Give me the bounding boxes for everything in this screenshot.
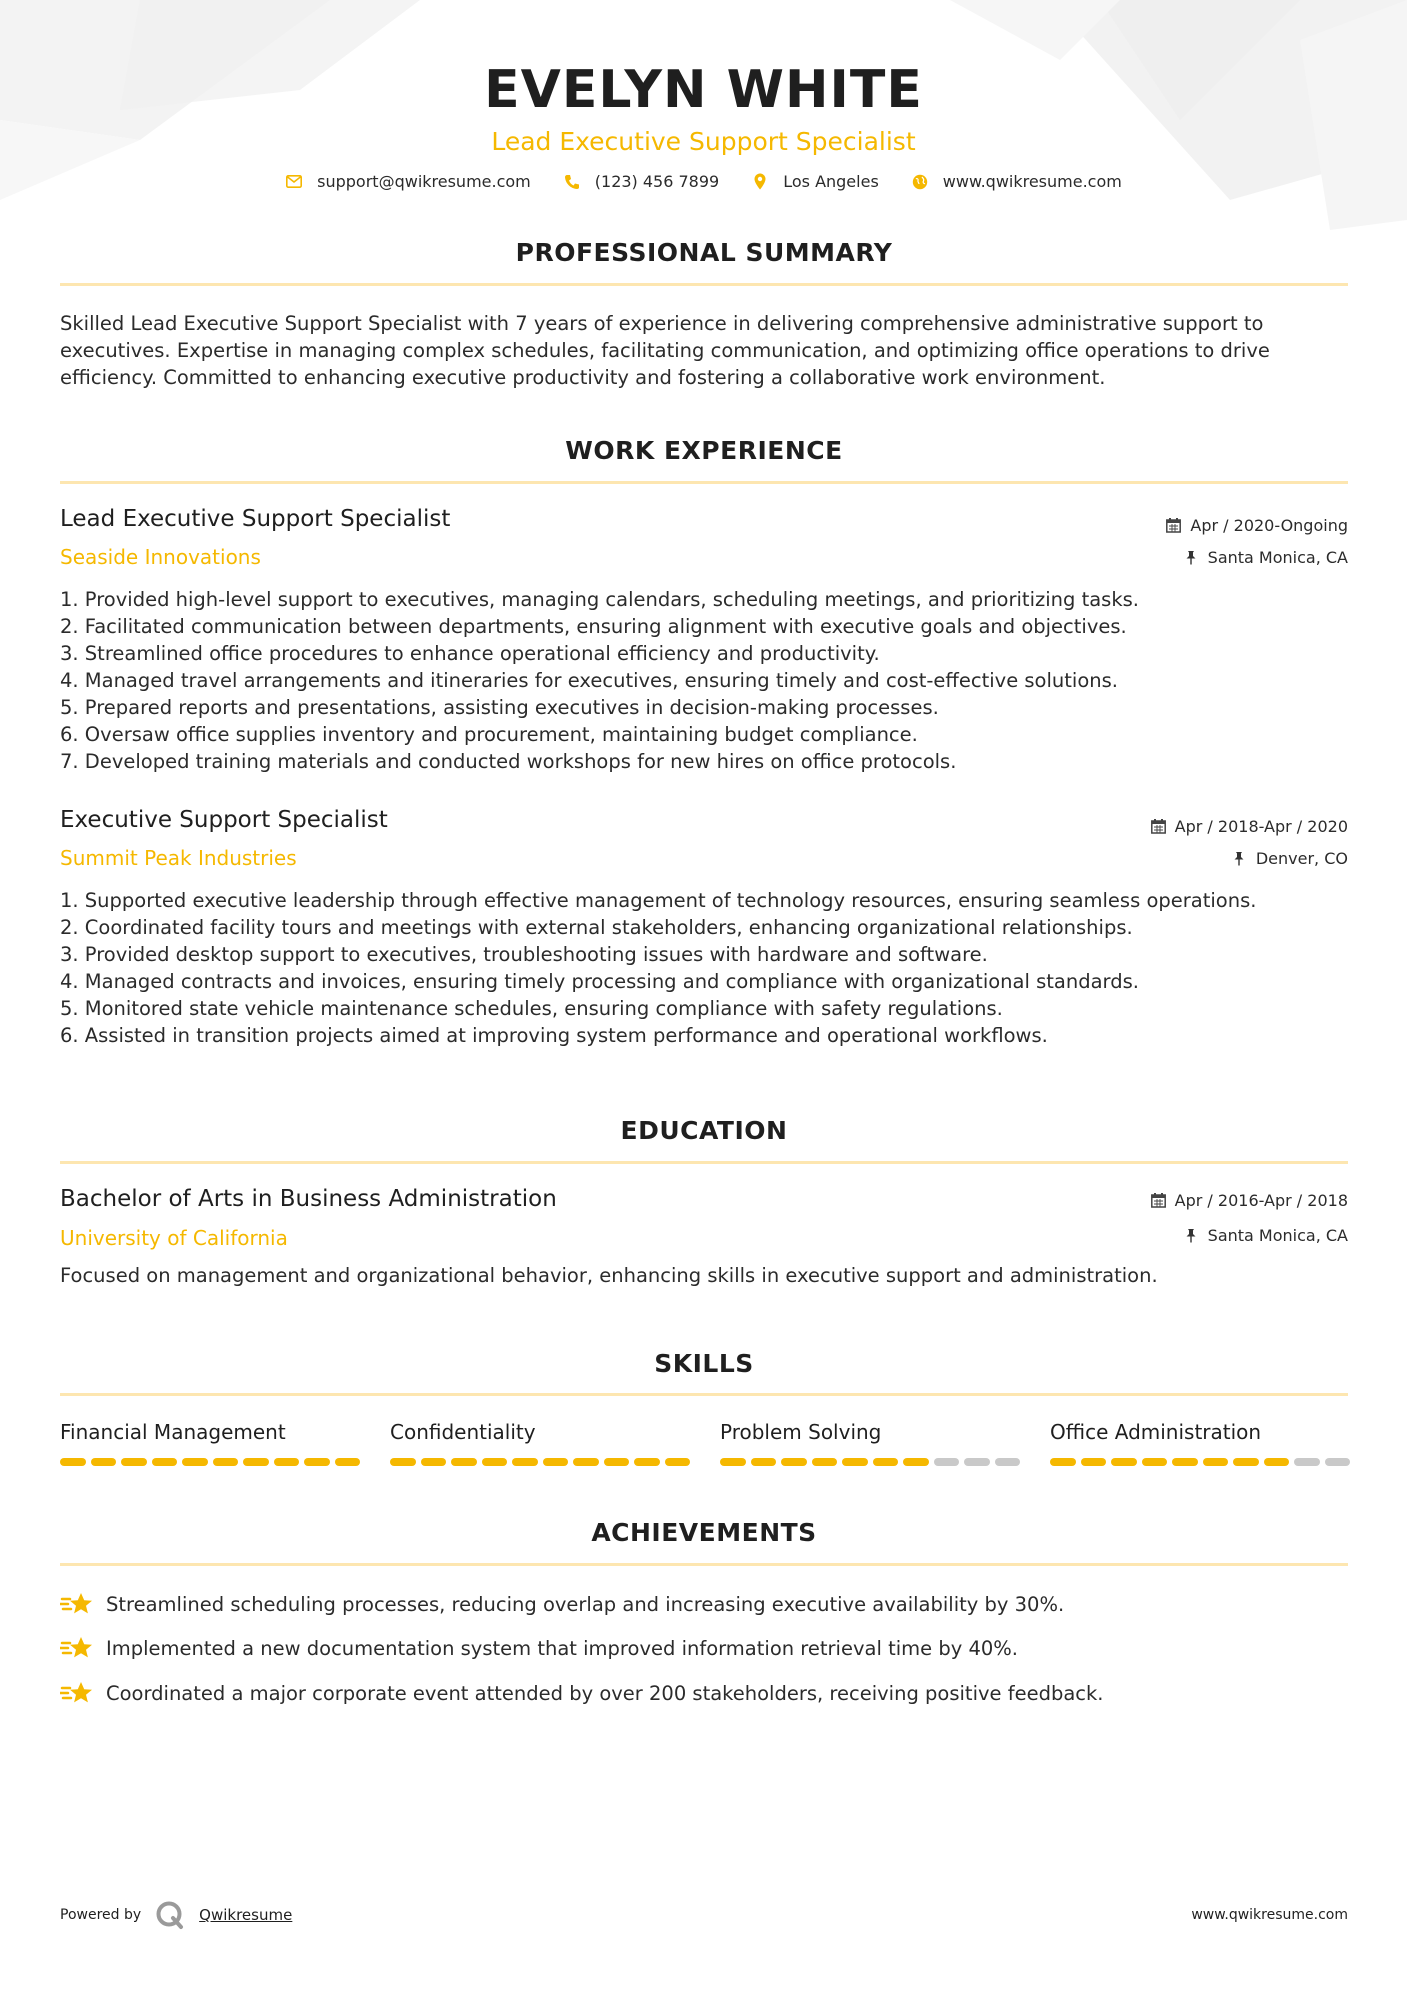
skill-segment-filled — [213, 1458, 239, 1466]
calendar-icon — [1166, 518, 1182, 534]
achievement-text: Streamlined scheduling processes, reducing overlap and increasing executive availability by 30%. — [106, 1592, 1065, 1616]
skill-segment-filled — [451, 1458, 477, 1466]
list-item: 3. Provided desktop support to executives, troubleshooting issues with hardware and software. — [60, 943, 988, 966]
skill-segment-filled — [512, 1458, 538, 1466]
skill-segment-empty — [995, 1458, 1021, 1466]
skill-segment-filled — [304, 1458, 330, 1466]
candidate-name: EVELYN WHITE — [484, 60, 923, 120]
powered-by — [60, 1900, 292, 1930]
list-item: 3. Streamlined office procedures to enhance operational efficiency and productivity. — [60, 642, 880, 665]
summary-heading: PROFESSIONAL SUMMARY — [515, 238, 893, 267]
skill-segment-filled — [390, 1458, 416, 1466]
job-bullets — [60, 586, 1360, 775]
list-item: 6. Oversaw office supplies inventory and procurement, maintaining budget compliance. — [60, 723, 918, 746]
skill-segment-filled — [665, 1458, 691, 1466]
job-bullets — [60, 887, 1360, 1049]
list-item: 6. Assisted in transition projects aimed at improving system performance and operational workflows. — [60, 1024, 1048, 1047]
skill-segment-filled — [1050, 1458, 1076, 1466]
job-company: Seaside Innovations — [60, 545, 261, 569]
shooting-star-icon — [60, 1590, 94, 1618]
education-description: Focused on management and organizational behavior, enhancing skills in executive support and administration. — [60, 1264, 1158, 1287]
skill-segment-filled — [1111, 1458, 1137, 1466]
skill-segment-filled — [1081, 1458, 1107, 1466]
skill-name: Financial Management — [60, 1420, 286, 1444]
job-dates — [1151, 817, 1348, 836]
list-item: 5. Monitored state vehicle maintenance schedules, ensuring compliance with safety regulations. — [60, 997, 1003, 1020]
contact-email[interactable] — [285, 172, 531, 191]
skill-name: Office Administration — [1050, 1420, 1262, 1444]
skill-segment-filled — [421, 1458, 447, 1466]
skill-level-bar — [1050, 1458, 1350, 1466]
contact-location-text: Los Angeles — [783, 172, 879, 191]
job-dates-text: Apr / 2018-Apr / 2020 — [1174, 817, 1348, 836]
skill-item — [60, 1418, 360, 1466]
education-dates-text: Apr / 2016-Apr / 2018 — [1174, 1191, 1348, 1210]
skill-segment-filled — [1172, 1458, 1198, 1466]
calendar-icon — [1151, 1193, 1167, 1209]
list-item: 1. Provided high-level support to executives, managing calendars, scheduling meetings, and prioritizing tasks. — [60, 588, 1139, 611]
skills-list — [60, 1418, 1350, 1466]
skill-segment-filled — [1203, 1458, 1229, 1466]
contact-location — [751, 172, 879, 191]
skill-segment-empty — [1294, 1458, 1320, 1466]
skill-segment-filled — [720, 1458, 746, 1466]
job-location-text: Denver, CO — [1255, 849, 1348, 868]
achievement-text: Coordinated a major corporate event attended by over 200 stakeholders, receiving positive feedback. — [106, 1681, 1104, 1705]
education-heading: EDUCATION — [620, 1116, 788, 1145]
skill-segment-filled — [482, 1458, 508, 1466]
summary-divider — [60, 283, 1348, 286]
skill-segment-filled — [182, 1458, 208, 1466]
skill-level-bar — [390, 1458, 690, 1466]
shooting-star-icon — [60, 1634, 94, 1662]
skill-segment-filled — [604, 1458, 630, 1466]
skill-level-bar — [720, 1458, 1020, 1466]
pushpin-icon — [1184, 1228, 1200, 1244]
skill-segment-filled — [781, 1458, 807, 1466]
achievement-item — [60, 1634, 1350, 1662]
skill-segment-filled — [634, 1458, 660, 1466]
list-item: 1. Supported executive leadership through effective management of technology resources, ensuring seamless operations. — [60, 889, 1257, 912]
job-location-text: Santa Monica, CA — [1207, 548, 1348, 567]
calendar-icon — [1151, 819, 1167, 835]
skill-item — [1050, 1418, 1350, 1466]
job-company: Summit Peak Industries — [60, 846, 297, 870]
job-location — [1184, 548, 1348, 567]
job-title: Lead Executive Support Specialist — [60, 506, 451, 532]
skill-segment-empty — [1325, 1458, 1351, 1466]
skills-heading: SKILLS — [654, 1349, 754, 1378]
phone-icon — [563, 173, 581, 191]
achievement-text: Implemented a new documentation system that improved information retrieval time by 40%. — [106, 1636, 1018, 1660]
experience-heading: WORK EXPERIENCE — [565, 436, 843, 465]
skill-segment-filled — [573, 1458, 599, 1466]
skill-segment-filled — [842, 1458, 868, 1466]
skill-item — [390, 1418, 690, 1466]
skill-name: Problem Solving — [720, 1420, 882, 1444]
list-item: 7. Developed training materials and conducted workshops for new hires on office protocols. — [60, 750, 957, 773]
skill-segment-filled — [121, 1458, 147, 1466]
pushpin-icon — [1232, 851, 1248, 867]
skill-segment-filled — [1233, 1458, 1259, 1466]
contact-website-text: www.qwikresume.com — [942, 172, 1122, 191]
skill-segment-filled — [543, 1458, 569, 1466]
skill-segment-filled — [812, 1458, 838, 1466]
candidate-role: Lead Executive Support Specialist — [491, 127, 916, 156]
contact-bar — [0, 172, 1407, 191]
skills-divider — [60, 1393, 1348, 1396]
skill-segment-filled — [60, 1458, 86, 1466]
skill-segment-filled — [1264, 1458, 1290, 1466]
globe-icon — [911, 173, 929, 191]
job-title: Executive Support Specialist — [60, 807, 388, 833]
achievement-item — [60, 1679, 1350, 1707]
job-location — [1232, 849, 1348, 868]
skill-segment-filled — [1142, 1458, 1168, 1466]
qwikresume-logo-icon — [155, 1900, 185, 1930]
contact-phone[interactable] — [563, 172, 719, 191]
contact-phone-text: (123) 456 7899 — [594, 172, 720, 191]
achievements-heading: ACHIEVEMENTS — [591, 1518, 817, 1547]
qwikresume-link[interactable]: Qwikresume — [199, 1906, 293, 1924]
skill-segment-filled — [751, 1458, 777, 1466]
list-item: 5. Prepared reports and presentations, assisting executives in decision-making processes. — [60, 696, 939, 719]
education-location-text: Santa Monica, CA — [1207, 1226, 1348, 1245]
skill-segment-filled — [91, 1458, 117, 1466]
school-name: University of California — [60, 1226, 288, 1250]
envelope-icon — [285, 173, 303, 191]
skill-segment-filled — [873, 1458, 899, 1466]
skill-level-bar — [60, 1458, 360, 1466]
pushpin-icon — [1184, 550, 1200, 566]
experience-divider — [60, 481, 1348, 484]
skill-segment-filled — [903, 1458, 929, 1466]
skill-segment-empty — [934, 1458, 960, 1466]
skill-item — [720, 1418, 1020, 1466]
list-item: 2. Facilitated communication between departments, ensuring alignment with executive goals and objectives. — [60, 615, 1127, 638]
powered-by-label: Powered by — [60, 1907, 142, 1923]
education-dates — [1151, 1191, 1348, 1210]
education-divider — [60, 1161, 1348, 1164]
summary-text: Skilled Lead Executive Support Specialist with 7 years of experience in delivering comprehensive administrative support to executives. Expertise in managing complex schedules, facilitating communication, and optimizing office operations to drive efficiency. Committed to enhancing executive productivity and fostering a collaborative work environment. — [60, 312, 1270, 389]
location-pin-icon — [751, 173, 769, 191]
skill-segment-filled — [243, 1458, 269, 1466]
skill-segment-filled — [274, 1458, 300, 1466]
shooting-star-icon — [60, 1679, 94, 1707]
education-location — [1184, 1226, 1348, 1245]
contact-email-text: support@qwikresume.com — [317, 172, 531, 191]
job-dates-text: Apr / 2020-Ongoing — [1190, 516, 1348, 535]
degree-title: Bachelor of Arts in Business Administration — [60, 1186, 557, 1212]
footer-website[interactable]: www.qwikresume.com — [1191, 1907, 1348, 1923]
job-dates — [1166, 516, 1348, 535]
skill-segment-filled — [335, 1458, 361, 1466]
list-item: 2. Coordinated facility tours and meetings with external stakeholders, enhancing organizational relationships. — [60, 916, 1133, 939]
achievements-divider — [60, 1563, 1348, 1566]
skill-segment-filled — [152, 1458, 178, 1466]
achievement-item — [60, 1590, 1350, 1618]
list-item: 4. Managed travel arrangements and itineraries for executives, ensuring timely and cost-effective solutions. — [60, 669, 1118, 692]
list-item: 4. Managed contracts and invoices, ensuring timely processing and compliance with organizational standards. — [60, 970, 1139, 993]
resume-header — [0, 58, 1407, 158]
skill-name: Confidentiality — [390, 1420, 536, 1444]
contact-website[interactable] — [911, 172, 1122, 191]
skill-segment-empty — [964, 1458, 990, 1466]
